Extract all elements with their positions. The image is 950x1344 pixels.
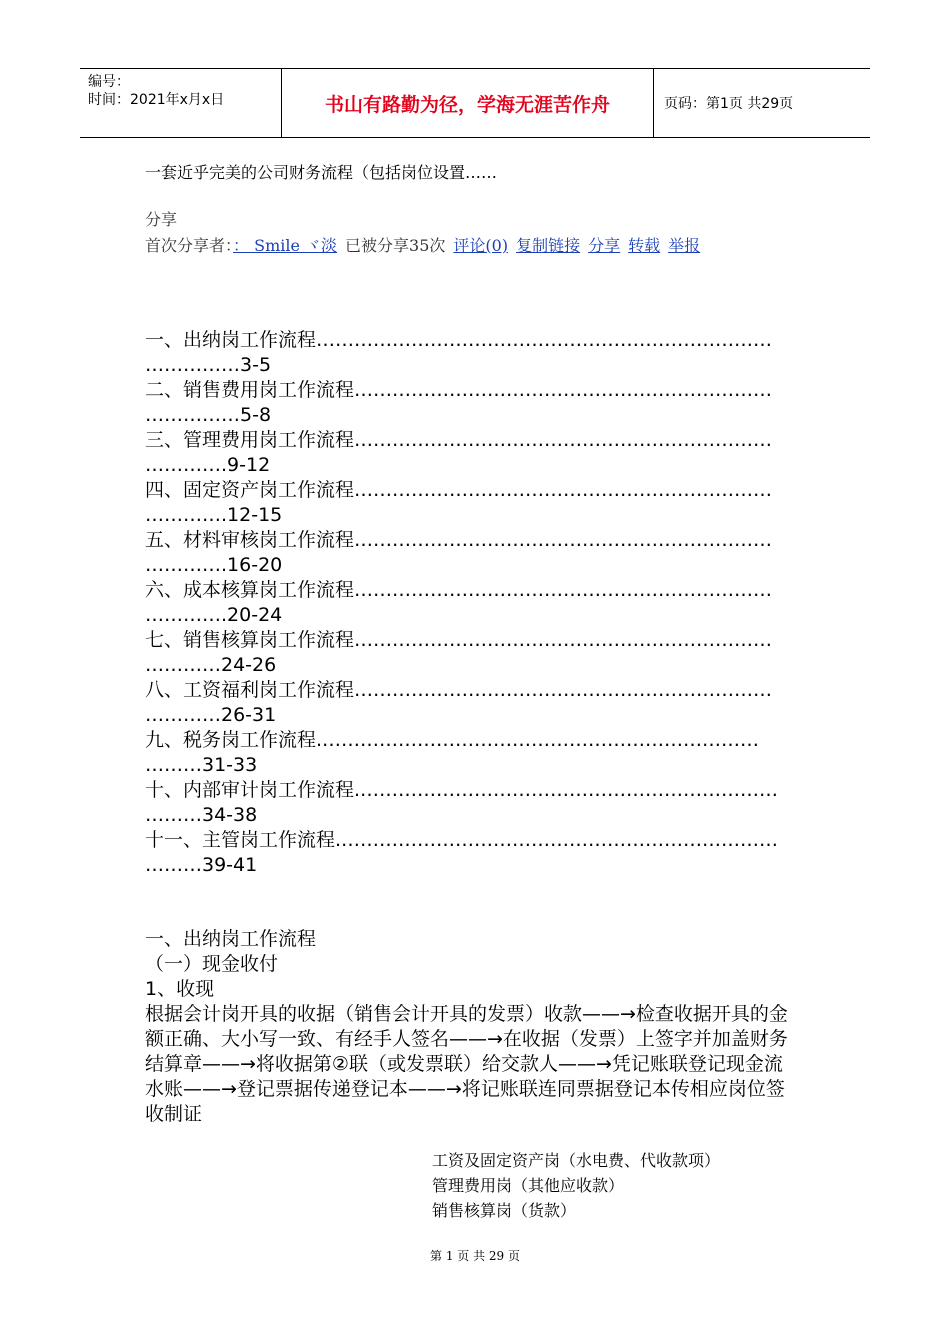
toc-entry (145, 528, 810, 578)
time-label: 时间：2021年x月x日 (88, 92, 225, 108)
toc-pages: ……………5-8 (145, 404, 272, 426)
toc-pages: ………34-38 (145, 804, 258, 826)
toc-title: 八、工资福利岗工作流程………………………………………………………… (145, 679, 773, 701)
routing-note: 销售核算岗（货款） (432, 1201, 577, 1220)
share-label: 分享 (145, 210, 178, 229)
routing-note: 工资及固定资产岗（水电费、代收款项） (432, 1151, 721, 1170)
toc-title: 十、内部审计岗工作流程.………………………………………………………… (145, 779, 779, 801)
comment-link[interactable]: 评论(0) (453, 236, 509, 255)
copy-link[interactable]: 复制链接 (516, 236, 581, 255)
toc-entry (145, 778, 810, 828)
header-meta (80, 69, 282, 137)
toc-pages: …………24-26 (145, 654, 277, 676)
repost-link[interactable]: 转载 (628, 236, 661, 255)
report-link[interactable]: 举报 (668, 236, 701, 255)
routing-note: 管理费用岗（其他应收款） (432, 1176, 625, 1195)
toc-pages: ………….9-12 (145, 454, 271, 476)
toc-entry (145, 828, 810, 878)
document-title: 一套近乎完美的公司财务流程（包括岗位设置…… (145, 163, 498, 182)
section-subheading: （一）现金收付 (145, 953, 279, 975)
share-link[interactable]: 分享 (588, 236, 621, 255)
toc-entry (145, 478, 810, 528)
toc-title: 五、材料审核岗工作流程………………………………………………………… (145, 529, 773, 551)
toc-title: 七、销售核算岗工作流程………………………………………………………… (145, 629, 773, 651)
table-of-contents (145, 328, 810, 878)
section-body (145, 927, 795, 1127)
toc-entry (145, 328, 810, 378)
toc-pages: ………31-33 (145, 754, 258, 776)
toc-title: 一、出纳岗工作流程……………………………………………………………… (145, 329, 773, 351)
toc-entry (145, 628, 810, 678)
toc-title: 三、管理费用岗工作流程………………………………………………………… (145, 429, 773, 451)
share-count: 已被分享35次 (345, 236, 446, 255)
toc-entry (145, 578, 810, 628)
toc-entry (145, 378, 810, 428)
page-header (80, 68, 870, 138)
toc-pages: ………….12-15 (145, 504, 283, 526)
share-prefix: 首次分享者： (145, 236, 234, 255)
toc-title: 六、成本核算岗工作流程………………………………………………………… (145, 579, 773, 601)
section-item: 1、收现 (145, 978, 215, 1000)
toc-pages: ………39-41 (145, 854, 258, 876)
header-motto: 书山有路勤为径，学海无涯苦作舟 (282, 69, 654, 137)
sharer-link[interactable]: ： Smile ヾ淡 (233, 236, 338, 255)
toc-title: 九、税务岗工作流程.…………………………………………………………… (145, 729, 760, 751)
toc-entry (145, 428, 810, 478)
toc-entry (145, 728, 810, 778)
page-footer: 第 1 页 共 29 页 (430, 1249, 520, 1263)
toc-title: 四、固定资产岗工作流程………………………………………………………… (145, 479, 773, 501)
share-line (145, 233, 810, 258)
routing-notes (432, 1148, 720, 1223)
toc-title: 二、销售费用岗工作流程………………………………………………………… (145, 379, 773, 401)
section-heading: 一、出纳岗工作流程 (145, 928, 317, 950)
toc-pages: …………26-31 (145, 704, 277, 726)
toc-entry (145, 678, 810, 728)
header-page-info: 页码：第1页 共29页 (664, 96, 794, 112)
toc-pages: ……………3-5 (145, 354, 272, 376)
number-label: 编号： (88, 74, 130, 90)
toc-pages: ………….20-24 (145, 604, 283, 626)
section-paragraph: 根据会计岗开具的收据（销售会计开具的发票）收款——→检查收据开具的金额正确、大小写一致、有经手人签名——→在收据（发票）上签字并加盖财务结算章——→将收据第②联（或发票联）给交款人——→凭记账联登记现金流水账——→登记票据传递登记本——→将记账联连同票据登记本传相应岗位签收制证 (145, 1003, 788, 1125)
toc-title: 十一、主管岗工作流程.…………………………………………………………… (145, 829, 779, 851)
toc-pages: ………….16-20 (145, 554, 283, 576)
